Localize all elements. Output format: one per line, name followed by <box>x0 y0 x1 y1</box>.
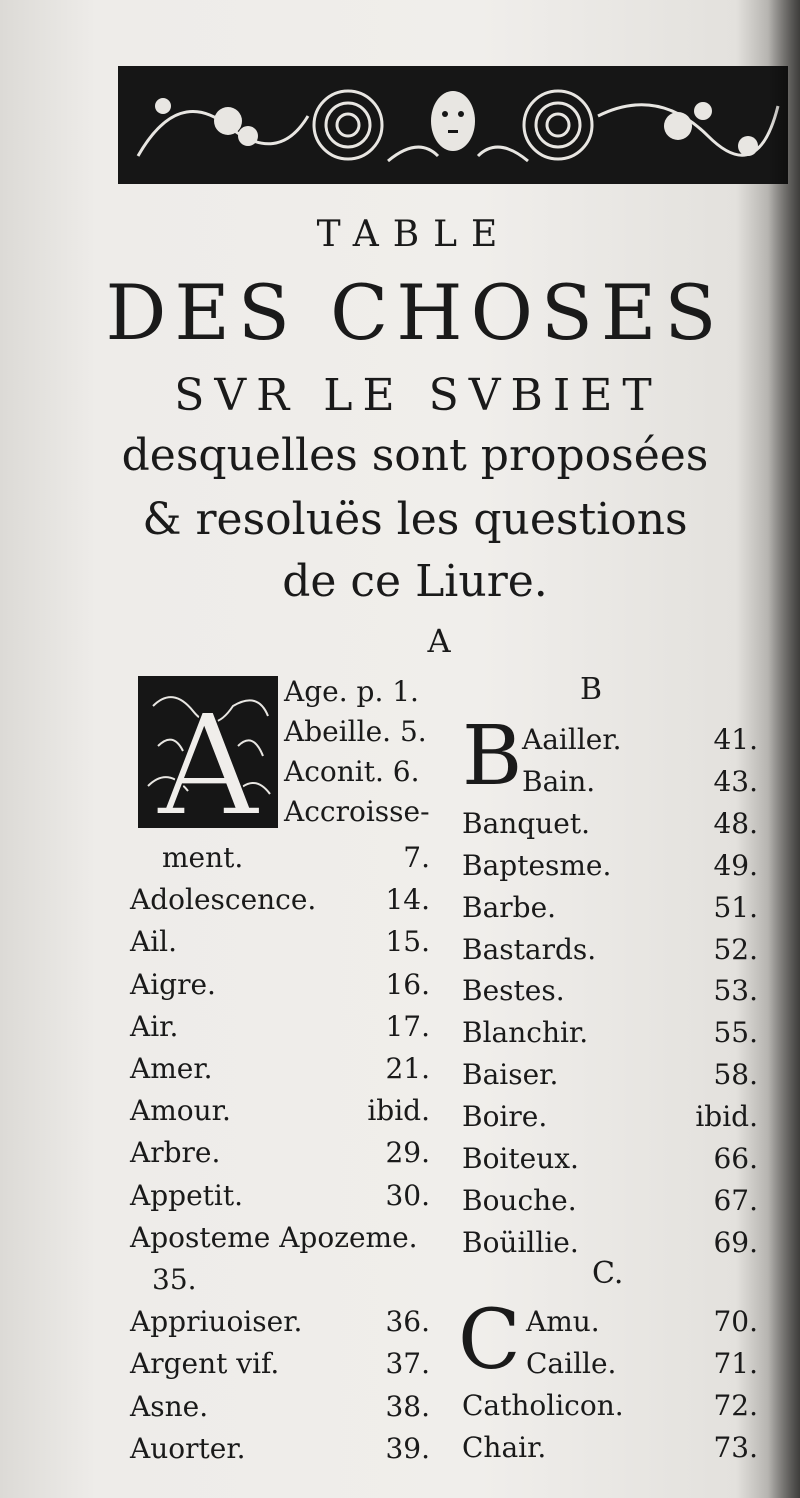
subtitle-line-2: & resoluës les questions <box>142 494 688 545</box>
title-des-choses: DES CHOSES <box>105 268 725 357</box>
drop-cap-a-ornament <box>138 676 278 828</box>
entry-term: Bain. <box>522 764 596 798</box>
entry-page-number: 67. <box>713 1183 758 1217</box>
entry-page-number: 43. <box>713 764 758 798</box>
index-entry <box>462 930 758 970</box>
entry-term: Air. <box>130 1009 179 1043</box>
entry-page-number: 30. <box>385 1178 430 1212</box>
drop-cap-a-letter: A <box>157 685 259 828</box>
entry-term: Bouche. <box>462 1183 577 1217</box>
entry-page-number: 39. <box>385 1431 430 1465</box>
entry-page-number: 66. <box>713 1142 758 1175</box>
index-entry <box>462 804 758 844</box>
entry-term: Barbe. <box>462 890 557 924</box>
index-entry <box>130 1387 430 1427</box>
entry-term: Amu. <box>526 1305 600 1338</box>
entry-term: Amour. <box>130 1094 231 1128</box>
entry-term: Boire. <box>462 1100 548 1134</box>
entry-page-number: 73. <box>713 1431 758 1464</box>
entry-page-number: 71. <box>713 1347 758 1380</box>
title-table: TABLE <box>316 214 512 255</box>
index-entry <box>462 888 758 928</box>
entry-page-number: 49. <box>713 848 758 882</box>
index-entry <box>130 1049 430 1089</box>
subtitle-line-1: desquelles sont proposées <box>121 430 709 481</box>
index-entry <box>462 1386 758 1426</box>
entry-page-number: 69. <box>713 1225 758 1259</box>
entry-term: Abeille. 5. <box>284 715 427 748</box>
index-entry <box>130 838 430 878</box>
entry-term: Auorter. <box>130 1431 246 1465</box>
entry-term: Accroisse- <box>284 795 430 828</box>
ornamental-headpiece <box>118 66 788 184</box>
entry-page-number: 29. <box>385 1136 430 1170</box>
entry-term: Aconit. 6. <box>284 755 420 788</box>
entry-term: Arbre. <box>130 1136 221 1170</box>
entry-term: Argent vif. <box>130 1347 280 1381</box>
entry-page-number: 52. <box>713 932 758 966</box>
entry-page-number: 51. <box>713 890 758 924</box>
entry-term: Caille. <box>526 1347 617 1380</box>
entry-page-number: 14. <box>385 883 430 917</box>
index-entry <box>130 1133 430 1173</box>
entry-term: Aailler. <box>522 723 622 756</box>
entry-page-number: 41. <box>713 723 758 756</box>
entry-page-number: 15. <box>385 925 430 959</box>
entry-term: Bestes. <box>462 974 565 1008</box>
section-letter-a: A <box>427 622 451 660</box>
index-entry <box>130 1344 430 1384</box>
entry-term: Aigre. <box>130 967 216 1001</box>
index-entry <box>462 1181 758 1221</box>
entry-term: Asne. <box>130 1389 209 1423</box>
index-entry <box>462 971 758 1011</box>
entry-term: Ail. <box>130 925 178 959</box>
entry-term: Banquet. <box>462 806 590 840</box>
entry-term: Baiser. <box>462 1058 559 1092</box>
entry-term: Adolescence. <box>130 883 317 917</box>
index-entry <box>130 1176 430 1216</box>
index-entry <box>462 720 758 760</box>
entry-page-number: 70. <box>713 1305 758 1338</box>
entry-page-number: 7. <box>403 841 430 874</box>
entry-term: Age. p. 1. <box>284 675 419 708</box>
index-entry <box>462 1139 758 1179</box>
page-gutter-shadow <box>768 0 800 1498</box>
entry-page-number: 72. <box>713 1389 758 1422</box>
index-entry <box>462 1013 758 1053</box>
entry-page-number: 55. <box>713 1016 758 1050</box>
index-entry <box>130 880 430 920</box>
entry-term: ment. <box>162 841 244 874</box>
entry-term: Bastards. <box>462 932 597 966</box>
entry-page-number: 53. <box>713 974 758 1008</box>
index-entry <box>462 1055 758 1095</box>
index-entry <box>130 1091 430 1131</box>
entry-term: Amer. <box>130 1052 213 1085</box>
entry-term: Boüillie. <box>462 1225 579 1259</box>
entry-term: Appetit. <box>130 1178 243 1212</box>
entry-page-number: ibid. <box>367 1094 430 1128</box>
index-entry <box>130 1007 430 1047</box>
entry-term: Blanchir. <box>462 1016 589 1050</box>
index-entry <box>284 752 434 792</box>
index-entry <box>462 1344 758 1384</box>
drop-cap-c: C <box>458 1293 521 1388</box>
index-entry <box>462 1302 758 1342</box>
index-entry <box>130 1260 430 1300</box>
index-entry <box>284 792 434 832</box>
entry-term: Baptesme. <box>462 848 612 882</box>
index-entry <box>130 1429 430 1469</box>
index-entry <box>130 922 430 962</box>
entry-page-number: 37. <box>385 1347 430 1381</box>
entry-page-number: 48. <box>713 806 758 840</box>
index-entry <box>462 1428 758 1468</box>
entry-page-number: 38. <box>385 1389 430 1423</box>
entry-page-number: 36. <box>385 1305 430 1339</box>
entry-term: Boiteux. <box>462 1142 579 1175</box>
entry-term: Catholicon. <box>462 1389 624 1422</box>
entry-page-number: 21. <box>385 1052 430 1085</box>
index-entry <box>130 965 430 1005</box>
index-entry <box>130 1218 430 1258</box>
entry-page-number: 16. <box>385 967 430 1001</box>
entry-term: Aposteme Apozeme. <box>130 1220 418 1254</box>
index-entry <box>462 846 758 886</box>
drop-cap-b: B <box>462 709 523 804</box>
entry-page-number: ibid. <box>695 1100 758 1134</box>
index-entry <box>462 762 758 802</box>
index-entry <box>462 1097 758 1137</box>
title-sur-le-subiet: SVR LE SVBIET <box>174 370 662 421</box>
entry-term: Chair. <box>462 1431 547 1464</box>
entry-page-number: 58. <box>713 1058 758 1092</box>
entry-term: Appriuoiser. <box>130 1305 303 1339</box>
entry-page-number: 17. <box>385 1009 430 1043</box>
index-entry <box>130 1302 430 1342</box>
index-entry <box>284 712 434 752</box>
section-letter-c: C. <box>592 1256 624 1291</box>
entry-term: 35. <box>152 1263 197 1296</box>
subtitle-line-3: de ce Liure. <box>282 556 548 607</box>
index-entry <box>284 672 434 712</box>
section-letter-b: B <box>580 672 603 707</box>
